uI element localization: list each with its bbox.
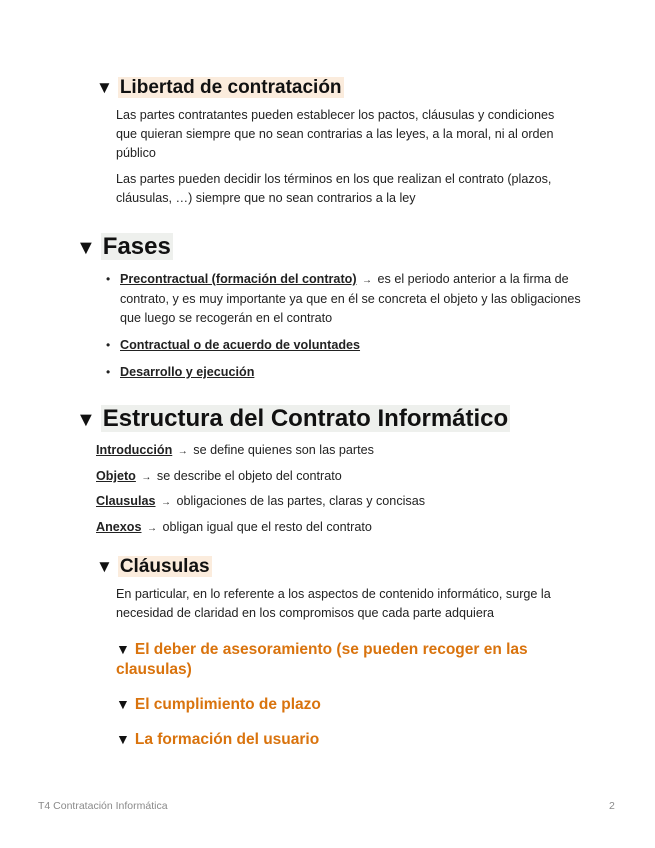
estructura-item-objeto [96, 467, 576, 487]
estructura-description: se define quienes son las partes [193, 443, 374, 457]
toggle-triangle-icon[interactable]: ▼ [76, 409, 96, 431]
heading-fases: Fases [102, 233, 171, 260]
page-number: 2 [609, 800, 615, 812]
estructura-description: obligaciones de las partes, claras y concisas [176, 494, 426, 508]
heading-formacion: La formación del usuario [134, 731, 320, 748]
estructura-description: se describe el objeto del contrato [156, 469, 342, 483]
heading-plazo: El cumplimiento de plazo [134, 696, 321, 713]
toggle-triangle-icon[interactable]: ▼ [116, 696, 130, 712]
heading-plazo-toggle[interactable] [116, 694, 556, 715]
arrow-icon: → [147, 523, 157, 534]
toggle-triangle-icon[interactable]: ▼ [76, 237, 96, 259]
estructura-item-clausulas [96, 492, 576, 512]
fase-term: Precontractual (formación del contrato) [120, 272, 357, 286]
estructura-term: Anexos [96, 520, 142, 534]
arrow-icon: → [177, 446, 188, 457]
fase-description: es el periodo anterior a la firma de contrato, y es muy importante ya que en él se concreta el objeto y las obligaciones que luego se recogerán en el contrato [120, 272, 581, 325]
fases-list [104, 270, 584, 382]
arrow-icon: → [161, 497, 171, 508]
estructura-item-introduccion [96, 441, 576, 461]
estructura-term: Introducción [96, 443, 173, 457]
list-item [104, 270, 584, 328]
estructura-item-anexos [96, 518, 576, 538]
estructura-term: Objeto [96, 469, 136, 483]
toggle-triangle-icon[interactable]: ▼ [96, 557, 113, 576]
heading-clausulas: Cláusulas [119, 556, 210, 577]
fase-term: Contractual o de acuerdo de voluntades [120, 338, 361, 352]
libertad-paragraph-2: Las partes pueden decidir los términos en los que realizan el contrato (plazos, cláusulas, …) siempre que no sean contrarios a la ley [116, 172, 552, 205]
heading-libertad-toggle[interactable] [96, 76, 344, 100]
libertad-paragraph-1: Las partes contratantes pueden establecer los pactos, cláusulas y condiciones que quieran siempre que no sean contrarias a las leyes, a la moral, ni al orden público [116, 108, 555, 160]
fase-term: Desarrollo y ejecución [120, 365, 255, 379]
heading-formacion-toggle[interactable] [116, 729, 556, 750]
heading-estructura-toggle[interactable] [76, 404, 510, 435]
heading-libertad: Libertad de contratación [119, 77, 342, 98]
toggle-triangle-icon[interactable]: ▼ [96, 78, 113, 97]
list-item [104, 363, 584, 382]
heading-asesoramiento-toggle[interactable] [116, 639, 556, 680]
toggle-triangle-icon[interactable]: ▼ [116, 731, 130, 747]
arrow-icon: → [141, 472, 152, 483]
list-item [104, 336, 584, 355]
estructura-description: obligan igual que el resto del contrato [162, 520, 372, 534]
estructura-term: Clausulas [96, 494, 156, 508]
arrow-icon: → [362, 275, 373, 286]
toggle-triangle-icon[interactable]: ▼ [116, 641, 130, 657]
heading-asesoramiento: El deber de asesoramiento (se pueden recoger en las clausulas) [116, 641, 528, 678]
heading-fases-toggle[interactable] [76, 232, 173, 263]
heading-estructura: Estructura del Contrato Informático [102, 405, 509, 432]
clausulas-paragraph: En particular, en lo referente a los aspectos de contenido informático, surge la necesidad de claridad en los compromisos que cada parte adquiera [116, 587, 551, 620]
heading-clausulas-toggle[interactable] [96, 555, 212, 579]
footer-title: T4 Contratación Informática [38, 800, 168, 812]
